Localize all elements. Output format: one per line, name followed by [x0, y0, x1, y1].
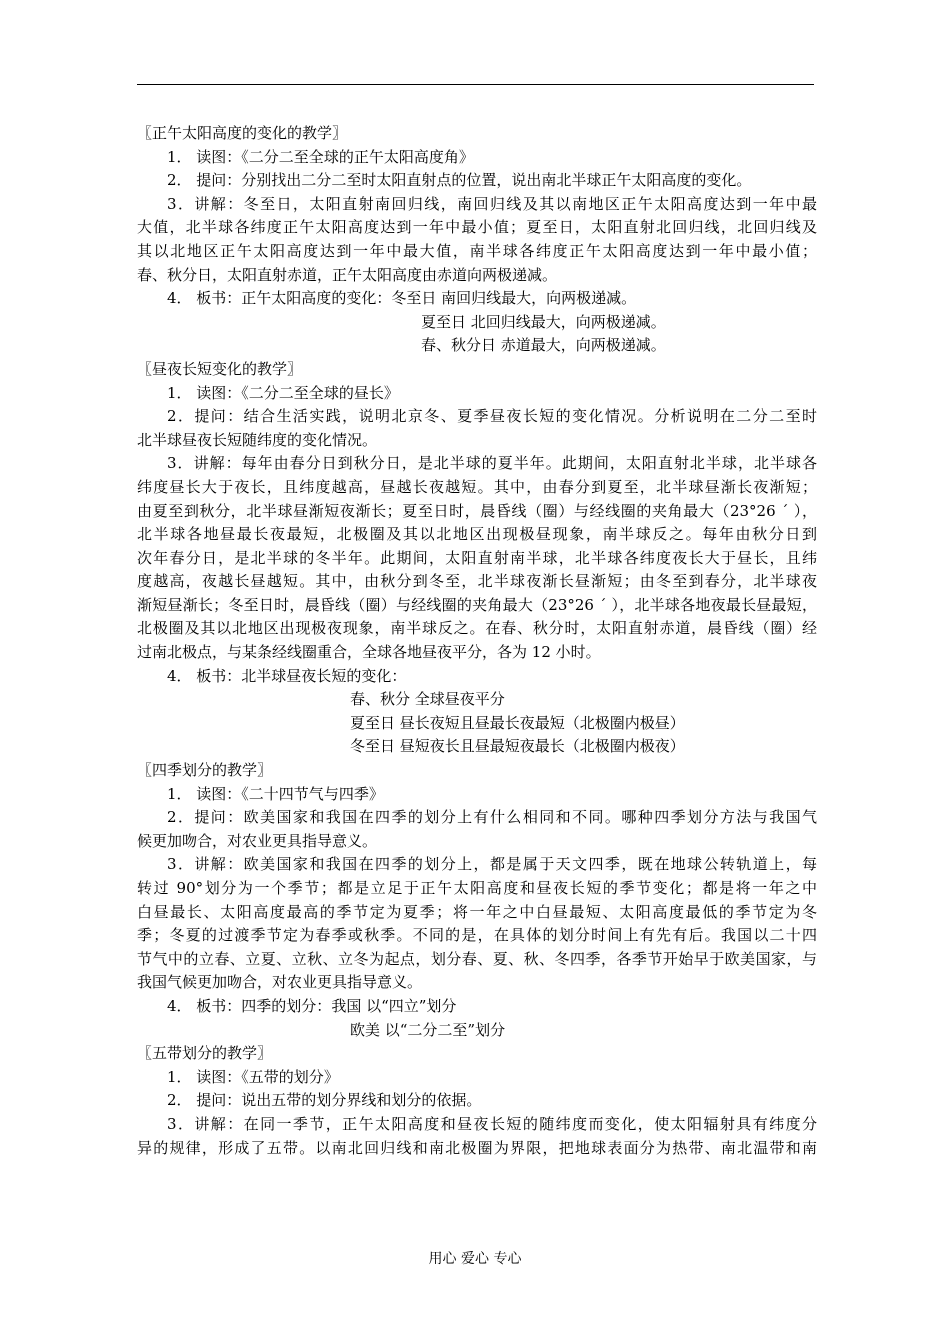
text-line: 4． 板书：四季的划分：我国 以“四立”划分 [167, 996, 457, 1015]
text-line: 过南北极点，与某条经线圈重合，全球各地昼夜平分，各为 12 小时。 [137, 643, 601, 662]
text-line: 由夏至到秋分，北半球昼渐短夜渐长；夏至日时，晨昏线（圈）与经线圈的夹角最大（23°26 ´ ）， [137, 501, 817, 520]
text-line: 1． 读图：《五带的划分》 [167, 1067, 339, 1086]
text-line: 北极圈及其以北地区出现极夜现象，南半球反之。在春、秋分时，太阳直射赤道，晨昏线（圈）经 [137, 619, 817, 638]
text-line: 1． 读图：《二分二至全球的正午太阳高度角》 [167, 147, 474, 166]
text-line: 〖五带划分的教学〗 [137, 1044, 273, 1063]
text-line: 〖四季划分的教学〗 [137, 761, 273, 780]
text-line: 度越高，夜越长昼越短。其中，由秋分到冬至，北半球夜渐长昼渐短；由冬至到春分，北半球夜 [137, 572, 817, 591]
text-line: 1． 读图：《二分二至全球的昼长》 [167, 383, 399, 402]
text-line: 1． 读图：《二十四节气与四季》 [167, 784, 384, 803]
text-line: 夏至日 北回归线最大，向两极递减。 [421, 312, 666, 331]
text-line: 春、秋分 全球昼夜平分 [350, 690, 505, 709]
text-line: 欧美 以“二分二至”划分 [350, 1020, 506, 1039]
text-line: 季；冬夏的过渡季节定为春季或秋季。不同的是，在具体的划分时间上有先有后。我国以二十四 [137, 926, 817, 945]
text-line: 其以北地区正午太阳高度达到一年中最大值，南半球各纬度正午太阳高度达到一年中最小值； [137, 241, 817, 260]
text-line: 我国气候更加吻合，对农业更具指导意义。 [137, 973, 423, 992]
text-line: 纬度昼长大于夜长，且纬度越高，昼越长夜越短。其中，由春分到夏至，北半球昼渐长夜渐短； [137, 477, 817, 496]
text-line: 2． 提问：分别找出二分二至时太阳直射点的位置，说出南北半球正午太阳高度的变化。 [167, 171, 752, 190]
text-line: 3．讲解：在同一季节，正午太阳高度和昼夜长短的随纬度而变化，使太阳辐射具有纬度分 [167, 1114, 817, 1133]
text-line: 异的规律，形成了五带。以南北回归线和南北极圈为界限，把地球表面分为热带、南北温带和南 [137, 1138, 817, 1157]
text-line: 3．讲解：冬至日，太阳直射南回归线，南回归线及其以南地区正午太阳高度达到一年中最 [167, 194, 817, 213]
text-line: 候更加吻合，对农业更具指导意义。 [137, 831, 378, 850]
text-line: 〖正午太阳高度的变化的教学〗 [137, 124, 348, 142]
header-rule [137, 84, 814, 85]
document-body [137, 122, 817, 1160]
text-line: 2．提问：欧美国家和我国在四季的划分上有什么相同和不同。哪种四季划分方法与我国气 [167, 808, 817, 827]
text-line: 〖昼夜长短变化的教学〗 [137, 359, 303, 378]
text-line: 北半球各地昼最长夜最短，北极圈及其以北地区出现极昼现象，南半球反之。每年由秋分日到 [137, 525, 817, 544]
text-line: 3．讲解：欧美国家和我国在四季的划分上，都是属于天文四季，既在地球公转轨道上，每 [167, 855, 817, 874]
text-line: 夏至日 昼长夜短且昼最长夜最短（北极圈内极昼） [350, 713, 685, 732]
text-line: 4． 板书：正午太阳高度的变化：冬至日 南回归线最大，向两极递减。 [167, 289, 637, 308]
text-line: 2．提问：结合生活实践，说明北京冬、夏季昼夜长短的变化情况。分析说明在二分二至时 [167, 407, 817, 426]
text-line: 白昼最长、太阳高度最高的季节定为夏季；将一年之中白昼最短、太阳高度最低的季节定为冬 [137, 902, 817, 921]
text-line: 春、秋分日，太阳直射赤道，正午太阳高度由赤道向两极递减。 [137, 265, 558, 284]
text-line: 4． 板书：北半球昼夜长短的变化： [167, 666, 407, 685]
text-line: 转过 90°划分为一个季节；都是立足于正午太阳高度和昼夜长短的季节变化；都是将一年之中 [137, 879, 817, 897]
text-line: 3．讲解：每年由春分日到秋分日，是北半球的夏半年。此期间，太阳直射北半球，北半球各 [167, 454, 817, 473]
text-line: 节气中的立春、立夏、立秋、立冬为起点，划分春、夏、秋、冬四季，各季节开始早于欧美国家，与 [137, 949, 817, 968]
text-line: 春、秋分日 赤道最大，向两极递减。 [421, 336, 666, 355]
page-footer: 用心 爱心 专心 [428, 1251, 522, 1267]
text-line: 渐短昼渐长；冬至日时，晨昏线（圈）与经线圈的夹角最大（23°26 ´ ），北半球各地夜最长昼最短， [137, 595, 817, 614]
text-line: 北半球昼夜长短随纬度的变化情况。 [137, 430, 378, 449]
text-line: 2． 提问：说出五带的划分界线和划分的依据。 [167, 1091, 482, 1110]
text-line: 次年春分日，是北半球的冬半年。此期间，太阳直射南半球，北半球各纬度夜长大于昼长，且纬 [137, 548, 817, 567]
text-line: 冬至日 昼短夜长且昼最短夜最长（北极圈内极夜） [350, 737, 685, 756]
text-line: 大值，北半球各纬度正午太阳高度达到一年中最小值；夏至日，太阳直射北回归线，北回归线及 [137, 218, 817, 237]
